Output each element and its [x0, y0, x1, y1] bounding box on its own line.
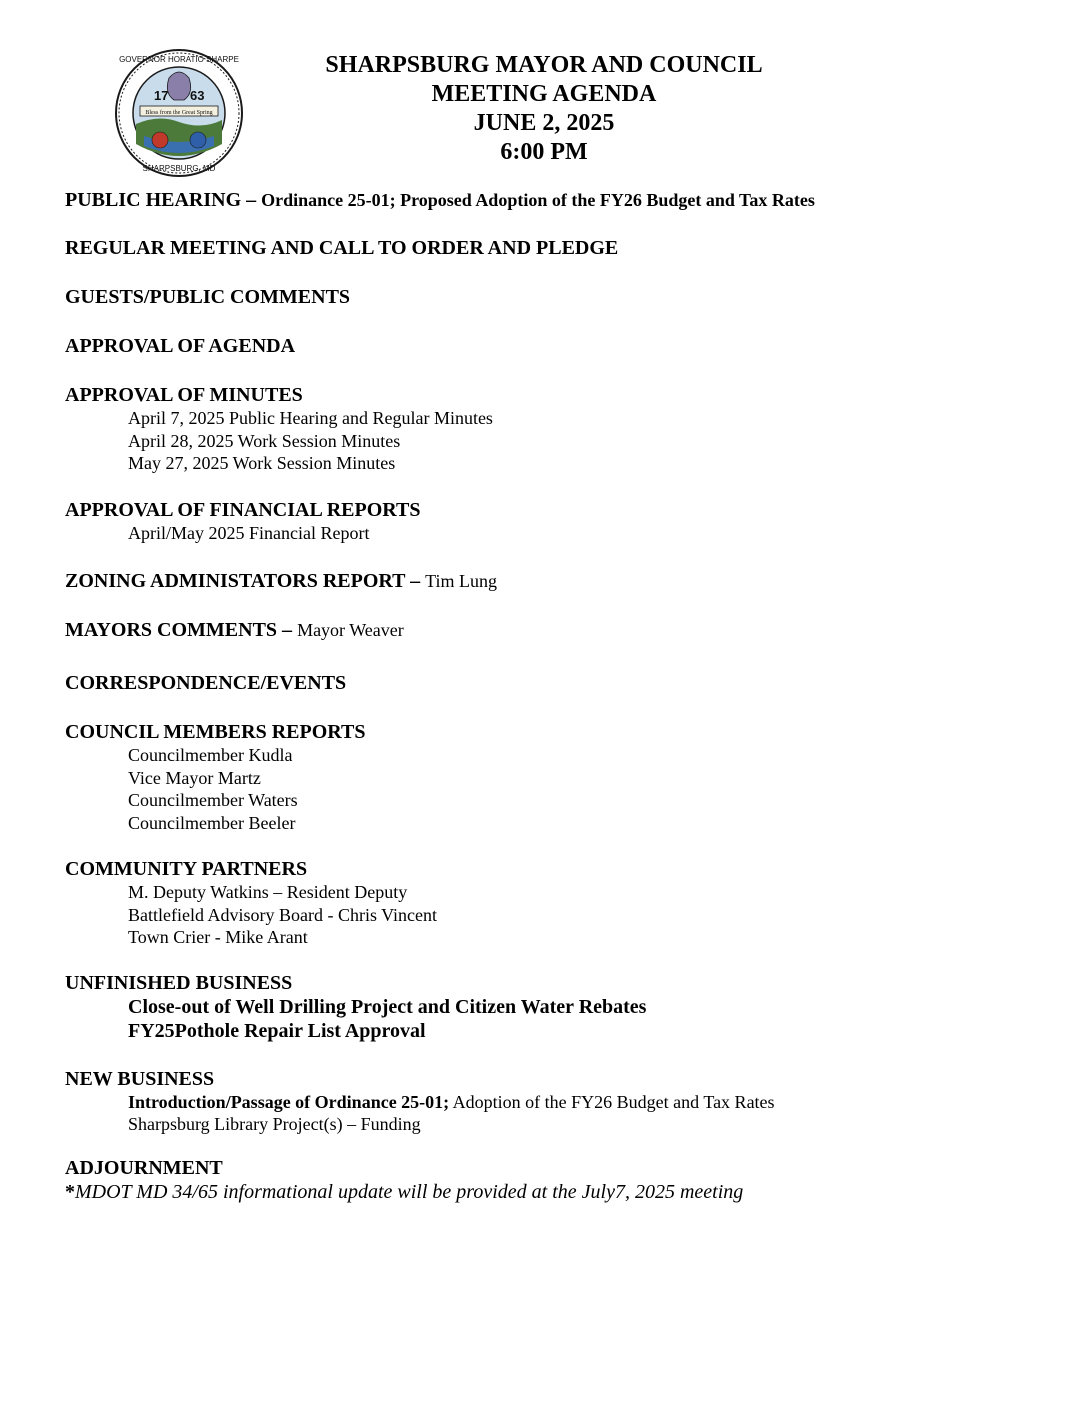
zoning-title: ZONING ADMINISTATORS REPORT –	[65, 570, 421, 592]
adjournment-note	[65, 1180, 1025, 1204]
section-council-reports	[65, 721, 1025, 834]
seal-ring-bottom: SHARPSBURG, MD	[142, 164, 216, 173]
seal-year-right: 63	[190, 88, 205, 103]
unfinished-business-title: UNFINISHED BUSINESS	[65, 971, 293, 994]
header-date: JUNE 2, 2025	[473, 110, 615, 136]
section-correspondence	[65, 672, 1025, 695]
regular-meeting-title: REGULAR MEETING AND CALL TO ORDER AND PLEDGE	[65, 237, 619, 259]
minutes-item: April 7, 2025 Public Hearing and Regular Minutes	[128, 408, 493, 428]
approval-agenda-title: APPROVAL OF AGENDA	[65, 335, 296, 357]
council-item: Vice Mayor Martz	[128, 767, 261, 788]
header-subtitle: MEETING AGENDA	[431, 81, 657, 107]
section-adjournment	[65, 1157, 1025, 1204]
council-reports-title: COUNCIL MEMBERS REPORTS	[65, 721, 366, 743]
new-business-item-bold: Introduction/Passage of Ordinance 25-01;	[128, 1091, 450, 1112]
seal-banner: Bless from the Great Spring	[145, 110, 213, 116]
seal-year-left: 17	[154, 88, 169, 103]
approval-minutes-title: APPROVAL OF MINUTES	[65, 384, 303, 406]
public-hearing-title: PUBLIC HEARING –	[65, 189, 257, 211]
minutes-item: May 27, 2025 Work Session Minutes	[128, 453, 396, 473]
community-item: M. Deputy Watkins – Resident Deputy	[128, 882, 408, 902]
community-item: Town Crier - Mike Arant	[128, 927, 308, 947]
seal-ring-top: GOVERNOR HORATIO SHARPE	[119, 55, 239, 64]
guests-title: GUESTS/PUBLIC COMMENTS	[65, 286, 351, 308]
section-zoning	[65, 570, 1025, 593]
section-approval-agenda	[65, 335, 1025, 358]
unfinished-item: FY25Pothole Repair List Approval	[128, 1020, 426, 1042]
section-financial-reports	[65, 499, 1025, 545]
section-new-business	[65, 1068, 1025, 1136]
minutes-item: April 28, 2025 Work Session Minutes	[128, 430, 401, 451]
section-unfinished-business	[65, 972, 1025, 1044]
section-mayors	[65, 619, 1025, 642]
note-asterisk: *	[65, 1180, 75, 1203]
section-regular-meeting	[65, 237, 1025, 260]
community-item: Battlefield Advisory Board - Chris Vincent	[128, 904, 438, 925]
agenda-header	[300, 51, 788, 167]
zoning-detail: Tim Lung	[425, 571, 497, 591]
community-partners-title: COMMUNITY PARTNERS	[65, 858, 308, 880]
new-business-title: NEW BUSINESS	[65, 1067, 215, 1090]
agenda-body	[65, 189, 1025, 1204]
new-business-item: Sharpsburg Library Project(s) – Funding	[128, 1114, 421, 1134]
note-text: MDOT MD 34/65 informational update will be provided at the July7, 2025 meeting	[75, 1180, 744, 1203]
public-hearing-detail: Ordinance 25-01; Proposed Adoption of the FY26 Budget and Tax Rates	[261, 190, 815, 210]
section-guests	[65, 286, 1025, 309]
section-approval-minutes	[65, 384, 1025, 475]
council-item: Councilmember Kudla	[128, 745, 293, 765]
council-item: Councilmember Beeler	[128, 812, 296, 833]
financial-reports-title: APPROVAL OF FINANCIAL REPORTS	[65, 498, 421, 521]
header-time: 6:00 PM	[500, 139, 588, 165]
new-business-item	[128, 1091, 1025, 1114]
council-item: Councilmember Waters	[128, 790, 298, 810]
header-title: SHARPSBURG MAYOR AND COUNCIL	[325, 52, 763, 78]
correspondence-title: CORRESPONDENCE/EVENTS	[65, 672, 347, 694]
new-business-item-rest: Adoption of the FY26 Budget and Tax Rates	[449, 1091, 775, 1112]
unfinished-item: Close-out of Well Drilling Project and Citizen Water Rebates	[128, 995, 647, 1018]
section-community-partners	[65, 858, 1025, 949]
mayors-title: MAYORS COMMENTS –	[65, 619, 293, 641]
mayors-detail: Mayor Weaver	[297, 620, 404, 640]
town-seal-logo	[114, 48, 244, 178]
adjournment-title: ADJOURNMENT	[65, 1156, 223, 1179]
financial-item: April/May 2025 Financial Report	[128, 522, 370, 543]
section-public-hearing	[65, 189, 1025, 212]
